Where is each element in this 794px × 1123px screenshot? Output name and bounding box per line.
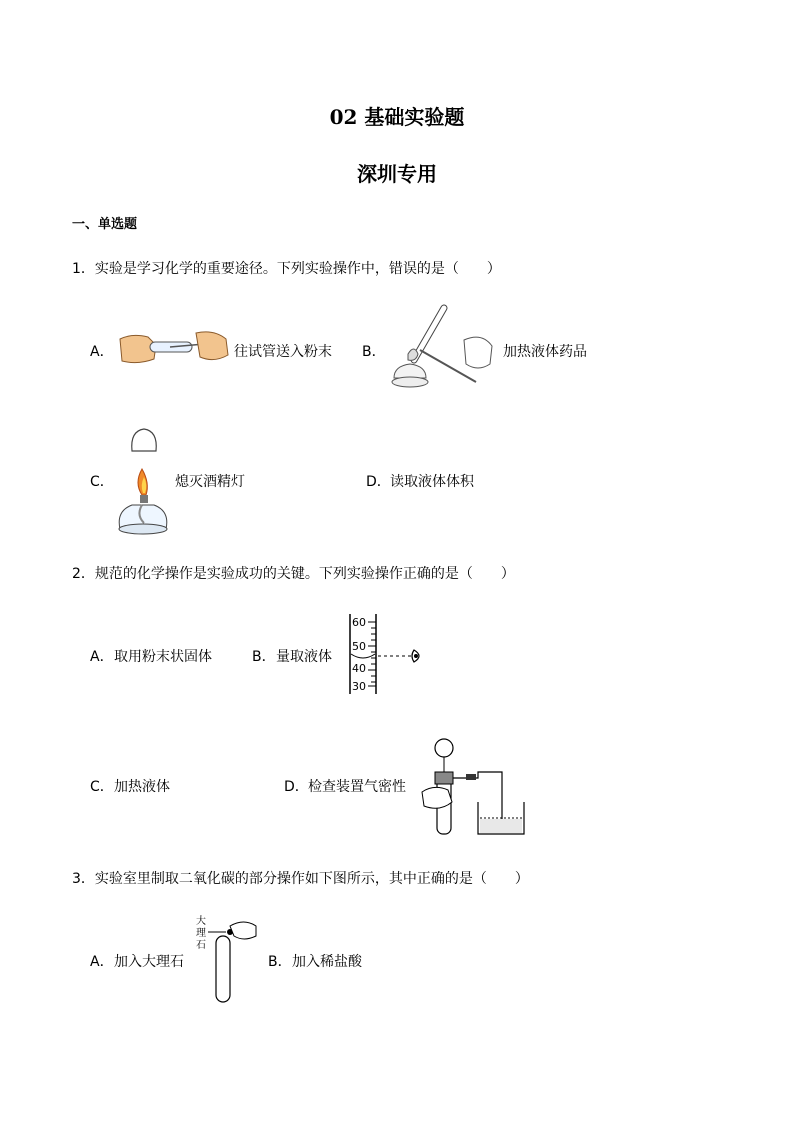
alcohol-lamp-image (112, 425, 174, 539)
q1-option-d-letter: D． (366, 474, 391, 490)
cylinder-tick-40: 40 (352, 662, 366, 675)
section-heading: 一、单选题 (72, 217, 138, 232)
q2-option-b-letter: B． (252, 649, 276, 665)
q1-option-a-text: 往试管送入粉末 (234, 344, 332, 360)
page-title: 02 基础实验题 (329, 105, 465, 129)
q2-option-b-text: 量取液体 (276, 649, 332, 665)
cylinder-tick-50: 50 (352, 640, 366, 653)
q3-option-a-letter: A． (90, 954, 114, 970)
q1-option-c-letter: C． (90, 474, 114, 490)
q1-option-c-text: 熄灭酒精灯 (175, 474, 245, 490)
marble-into-test-tube-image (196, 912, 258, 1004)
cylinder-tick-30: 30 (352, 680, 366, 693)
airtightness-check-image (420, 732, 528, 838)
q1-option-d-text: 读取液体体积 (390, 474, 474, 490)
figure-label-da: 大 (196, 916, 206, 927)
question-1-stem: 1．实验是学习化学的重要途径。下列实验操作中，错误的是（ ） (72, 261, 501, 277)
q1-option-b-text: 加热液体药品 (503, 344, 587, 360)
figure-label-li: 理 (196, 928, 206, 939)
q2-option-d-text: 检查装置气密性 (308, 779, 406, 795)
figure-label-shi: 石 (196, 940, 206, 951)
q2-option-c-text: 加热液体 (114, 779, 170, 795)
q3-option-b-text: 加入稀盐酸 (292, 954, 362, 970)
q3-option-a-text: 加入大理石 (114, 954, 184, 970)
q2-option-a-letter: A． (90, 649, 114, 665)
powder-into-test-tube-image (118, 327, 230, 369)
graduated-cylinder-image (344, 612, 428, 696)
q3-option-b-letter: B． (268, 954, 292, 970)
q2-option-a-text: 取用粉末状固体 (114, 649, 212, 665)
q2-option-c-letter: C． (90, 779, 114, 795)
heating-liquid-image (386, 304, 500, 390)
question-2-stem: 2．规范的化学操作是实验成功的关键。下列实验操作正确的是（ ） (72, 566, 515, 582)
page-subtitle: 深圳专用 (357, 162, 437, 186)
cylinder-tick-60: 60 (352, 616, 366, 629)
q1-option-b-letter: B． (362, 344, 386, 360)
q2-option-d-letter: D． (284, 779, 309, 795)
question-3-stem: 3．实验室里制取二氧化碳的部分操作如下图所示，其中正确的是（ ） (72, 871, 529, 887)
q1-option-a-letter: A． (90, 344, 114, 360)
